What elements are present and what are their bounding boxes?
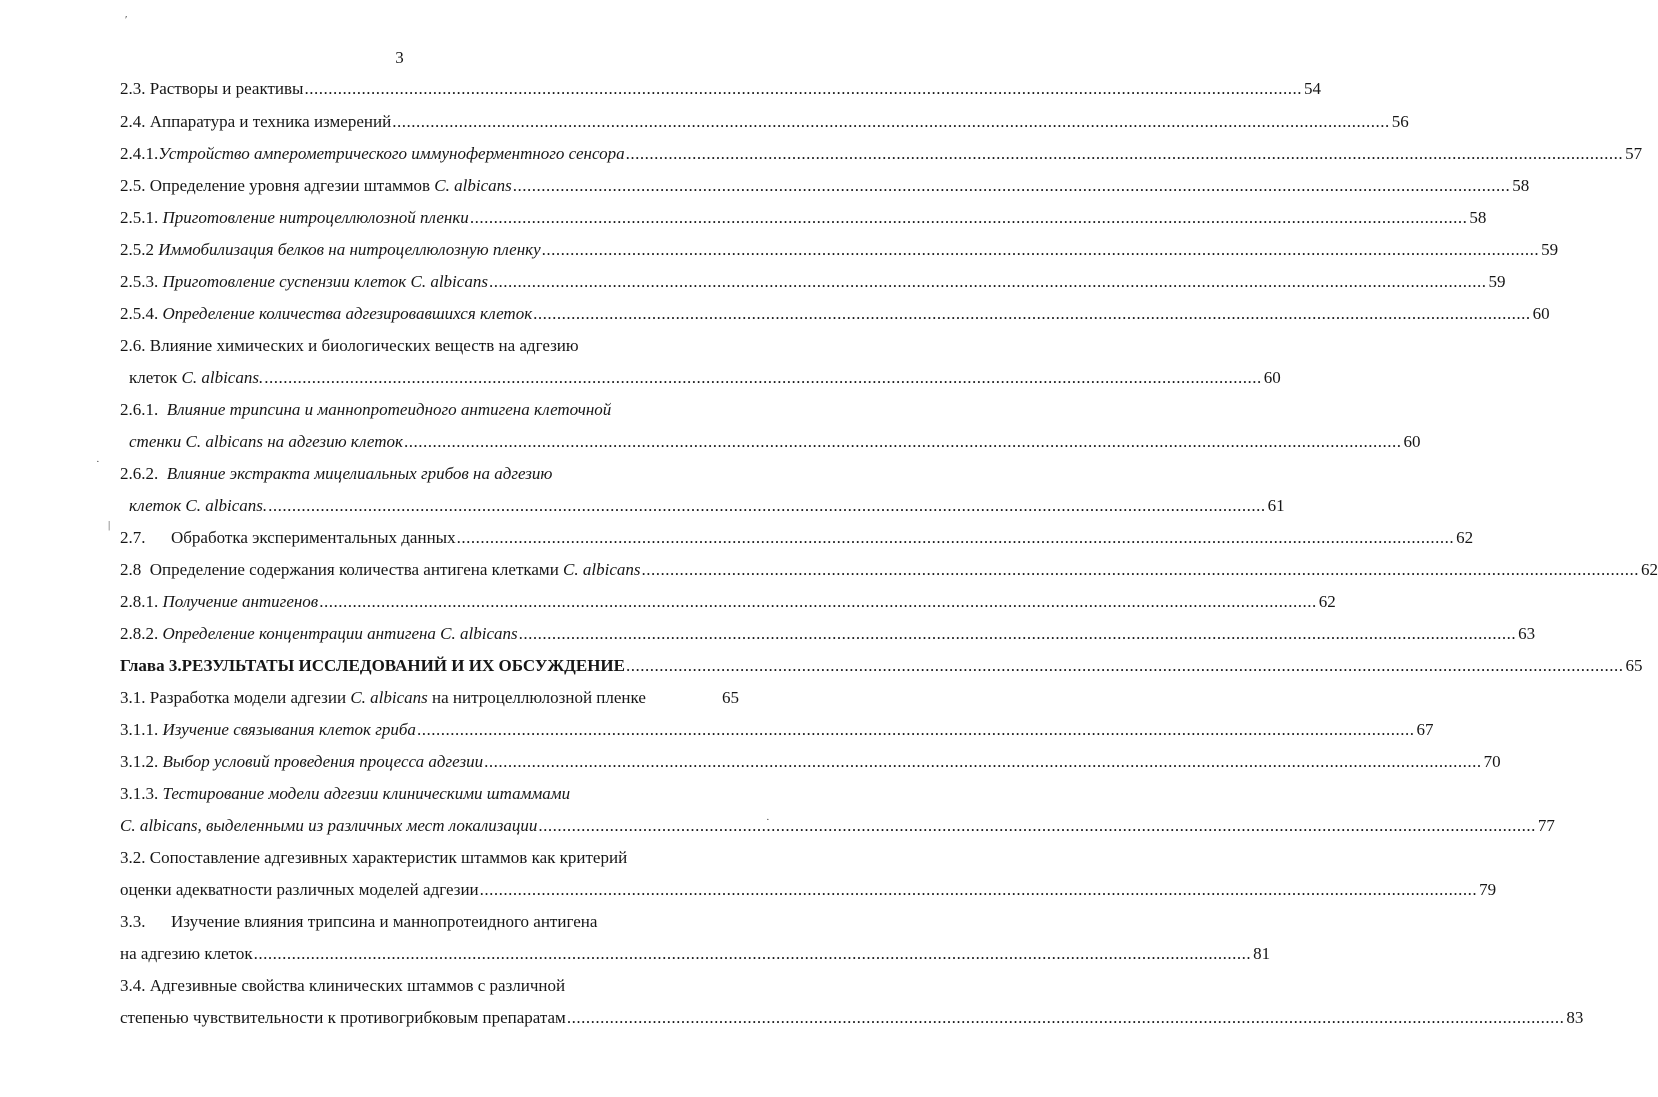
toc-entry-chapter-3 [120,655,1643,677]
dot-leader [417,719,1415,741]
dot-leader [626,655,1624,677]
toc-title: Выбор условий проведения процесса адгезии [162,752,484,771]
toc-title: клеток C. albicans. [129,496,268,515]
toc-prefix: 2.4. [120,112,146,131]
toc-title: Устройство амперометрического иммуноферментного сенсора [158,144,625,163]
toc-prefix: 2.4.1. [120,144,159,163]
toc-entry-3-1-2 [120,751,1501,773]
toc-entry-3-2 [120,847,741,869]
toc-prefix: 3.1.1. [120,720,159,739]
scan-mark: | [108,519,111,531]
toc-title: оценки адекватности различных моделей адгезии [120,880,479,899]
dot-leader [538,815,1536,837]
toc-entry-3-1-3-cont [120,815,1555,837]
toc-entry-2-3 [120,78,1321,100]
scan-mark: · [96,456,100,468]
toc-entry-2-5-3 [120,271,1506,293]
toc-page: 61 [1267,496,1285,515]
toc-entry-2-5-1 [120,207,1487,229]
toc-title: Изучение влияния трипсина и маннопротеидного антигена [171,912,598,931]
toc-title: Влияние трипсина и маннопротеидного антигена клеточной [166,400,612,419]
toc-entry-2-5-2 [120,239,1559,261]
page-number: 3 [395,48,404,67]
toc-page: 62 [1318,592,1336,611]
toc-prefix: 2.8.1. [120,592,159,611]
scan-mark: · [766,814,770,826]
toc-title: Растворы и реактивы [149,79,304,98]
toc-entry-3-1-3 [120,783,741,805]
toc-title: Приготовление нитроцеллюлозной пленки [162,208,469,227]
toc-entry-3-3-cont [120,943,1271,965]
toc-title: Приготовление суспензии клеток C. albicans [162,272,488,291]
toc-entry-2-5-4 [120,303,1550,325]
toc-page: 81 [1253,944,1271,963]
toc-prefix: 2.5.2 [120,240,154,259]
toc-entry-3-3 [120,911,741,933]
toc-title: Сопоставление адгезивных характеристик штаммов как критерий [149,848,628,867]
toc-page: 77 [1537,816,1555,835]
toc-prefix: 2.5.3. [120,272,159,291]
toc-prefix: 2.5.4. [120,304,159,323]
dot-leader [254,943,1252,965]
toc-title: Разработка модели адгезии [149,688,347,707]
toc-page: 83 [1566,1008,1584,1027]
dot-leader [626,143,1624,165]
toc-entry-2-6-1 [120,399,735,421]
toc-title: Аппаратура и техника измерений [149,112,392,131]
toc-prefix: 3.1.2. [120,752,159,771]
toc-title: Адгезивные свойства клинических штаммов с различной [149,976,566,995]
toc-entry-2-8 [120,559,1658,581]
dot-leader [404,431,1402,453]
toc-page: 58 [1512,176,1530,195]
toc-title: C. albicans, выделенными из различных мест локализации [120,816,538,835]
toc-title: Влияние химических и биологических веществ на адгезию [149,336,579,355]
toc-prefix: 3.1.3. [120,784,159,803]
toc-entry-3-4 [120,975,741,997]
toc-entry-3-4-cont [120,1007,1584,1029]
toc-title-tail: на нитроцеллюлозной пленке [432,688,646,707]
toc-title: Определение количества адгезировавшихся клеток [162,304,533,323]
toc-title-italic: C. albicans [563,560,641,579]
dot-leader [513,175,1511,197]
dot-leader [484,751,1482,773]
toc-entry-2-6-1-cont [129,431,1421,453]
toc-title: Определение уровня адгезии штаммов [149,176,431,195]
dot-leader [567,1007,1565,1029]
toc-prefix: 2.6.1. [120,400,159,419]
toc-prefix: Глава 3. [120,656,182,675]
toc-title: клеток [129,368,178,387]
toc-prefix: 2.5. [120,176,146,195]
toc-title: Определение содержания количества антигена клетками [149,560,559,579]
toc-page: 62 [1641,560,1658,579]
toc-entry-3-2-cont [120,879,1497,901]
dot-leader [470,207,1468,229]
toc-page: 63 [1518,624,1536,643]
toc-page: 70 [1483,752,1501,771]
toc-prefix: 3.1. [120,688,146,707]
toc-page: 60 [1403,432,1421,451]
toc-page: 57 [1625,144,1643,163]
toc-page: 54 [1303,79,1321,98]
toc-entry-3-1-1 [120,719,1434,741]
toc-page: 65 [722,688,739,707]
toc-entry-2-6-cont [129,367,1281,389]
toc-entry-2-8-1 [120,591,1336,613]
toc-title: Иммобилизация белков на нитроцеллюлозную пленку [158,240,541,259]
toc-prefix: 2.6.2. [120,464,159,483]
toc-prefix: 2.7. [120,528,146,547]
toc-page: 67 [1416,720,1434,739]
toc-page: 60 [1263,368,1281,387]
toc-prefix: 3.3. [120,912,146,931]
toc-title: Влияние экстракта мицелиальных грибов на адгезию [166,464,553,483]
toc-page: 60 [1532,304,1550,323]
toc-title-italic: C. albicans [434,176,512,195]
dot-leader [268,495,1266,517]
dot-leader [480,879,1478,901]
toc-title: Тестирование модели адгезии клиническими штаммами [162,784,571,803]
dot-leader [304,78,1302,100]
toc-page: 79 [1479,880,1497,899]
toc-prefix: 2.8 [120,560,142,579]
dot-leader [542,239,1540,261]
dot-leader [533,303,1531,325]
toc-prefix: 2.8.2. [120,624,159,643]
toc-entry-3-1 [120,687,739,709]
toc-title: степенью чувствительности к противогрибковым препаратам [120,1008,566,1027]
toc-title-italic: C. albicans. [181,368,264,387]
dot-leader [319,591,1317,613]
toc-title: Обработка экспериментальных данных [171,528,456,547]
toc-prefix: 3.2. [120,848,146,867]
dot-leader [489,271,1487,293]
toc-page: 58 [1469,208,1487,227]
toc-prefix: 2.5.1. [120,208,159,227]
toc-page: 56 [1391,112,1409,131]
scan-mark: ′ [125,14,128,26]
toc-title: стенки C. albicans на адгезию клеток [129,432,403,451]
toc-entry-2-6 [120,335,735,357]
dot-leader [264,367,1262,389]
toc-entry-2-7 [120,527,1474,549]
toc-entry-2-4 [120,111,1409,133]
dot-leader [392,111,1390,133]
toc-title: на адгезию клеток [120,944,253,963]
toc-page: 59 [1488,272,1506,291]
toc-prefix: 2.3. [120,79,146,98]
toc-entry-2-6-2 [120,463,735,485]
toc-entry-2-6-2-cont [129,495,1285,517]
toc-entry-2-8-2 [120,623,1536,645]
toc-title: Изучение связывания клеток гриба [162,720,416,739]
toc-entry-2-4-1 [120,143,1643,165]
toc-page: 62 [1456,528,1474,547]
toc-prefix: 3.4. [120,976,146,995]
toc-title: РЕЗУЛЬТАТЫ ИССЛЕДОВАНИЙ И ИХ ОБСУЖДЕНИЕ [181,656,625,675]
toc-title: Получение антигенов [162,592,319,611]
toc-prefix: 2.6. [120,336,146,355]
toc-page: 65 [1625,656,1643,675]
dot-leader [642,559,1640,581]
dot-leader [457,527,1455,549]
toc-entry-2-5 [120,175,1530,197]
toc-title-italic: C. albicans [350,688,428,707]
toc-title: Определение концентрации антигена C. albicans [162,624,518,643]
dot-leader [519,623,1517,645]
toc-page: 59 [1541,240,1559,259]
